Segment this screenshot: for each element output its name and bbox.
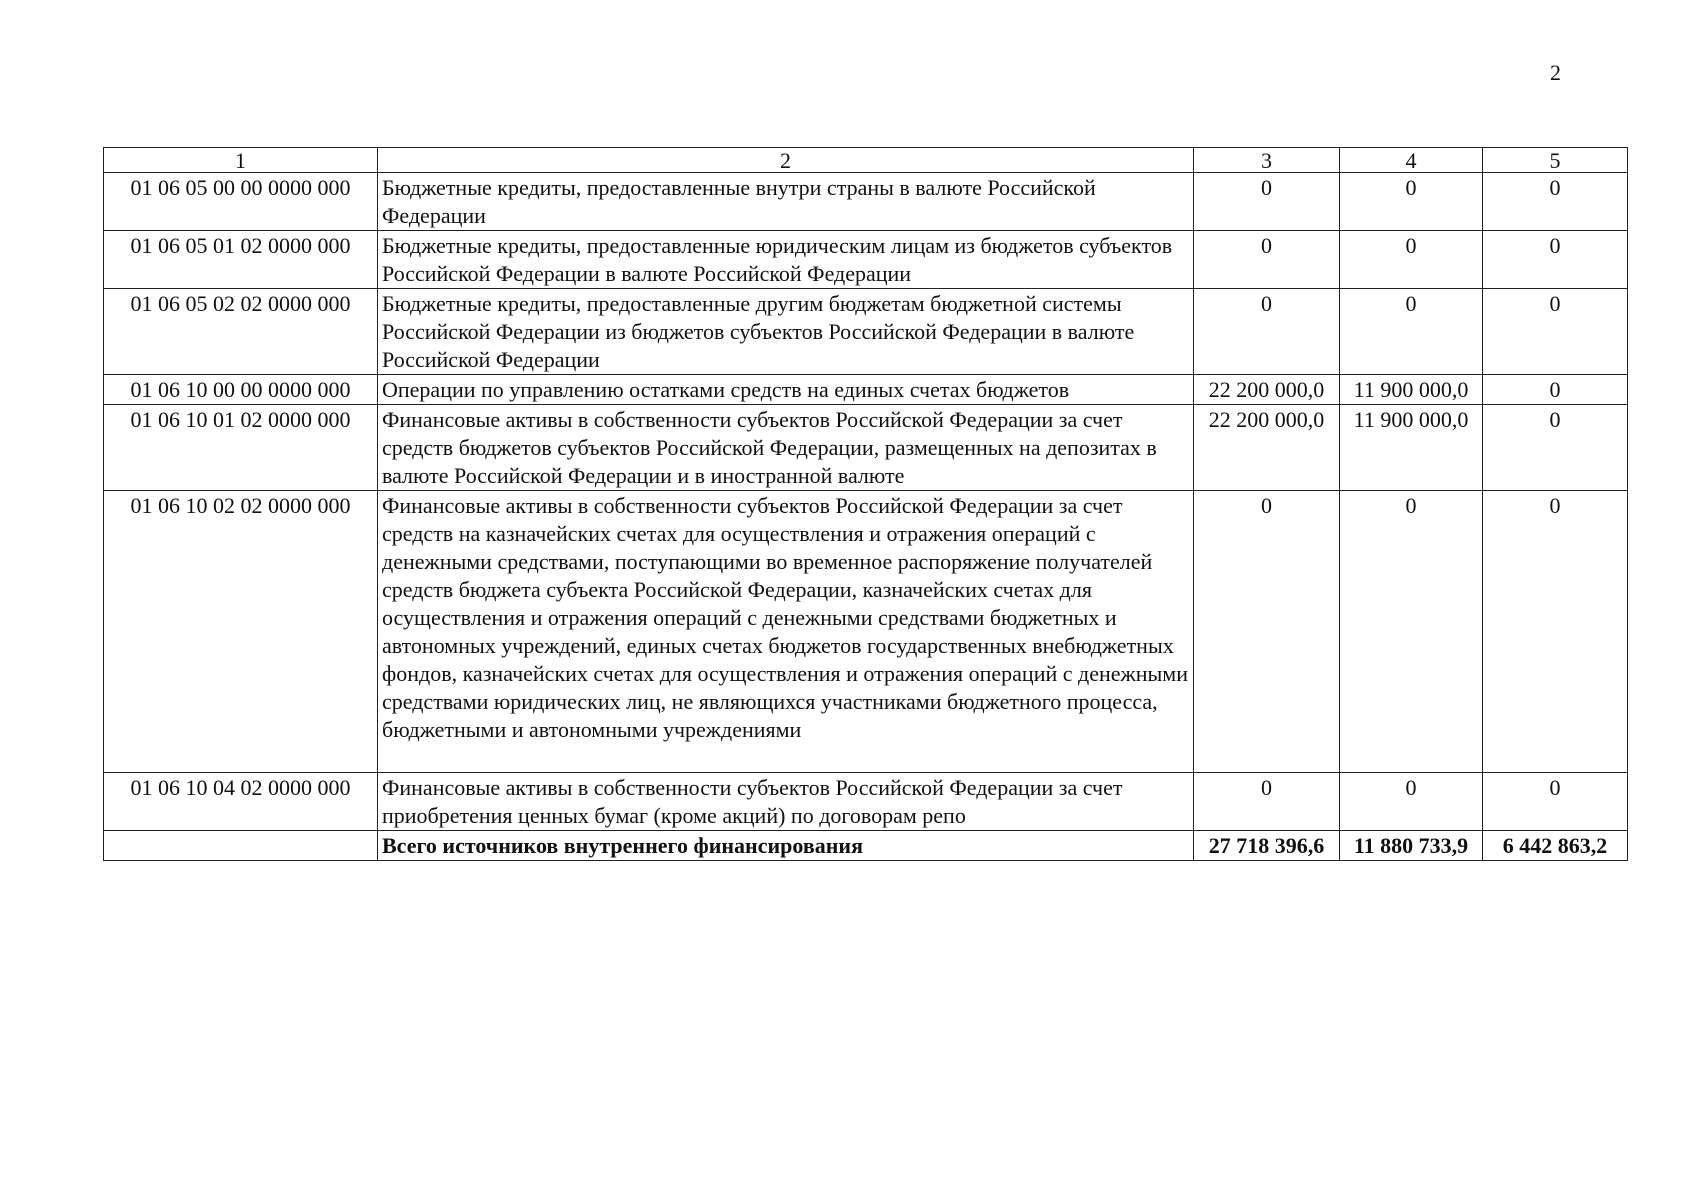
column-header-3: 3 — [1194, 148, 1340, 173]
row-code: 01 06 05 02 02 0000 000 — [104, 289, 378, 375]
total-row — [104, 831, 1628, 861]
total-code — [104, 831, 378, 861]
total-value-col5: 6 442 863,2 — [1483, 831, 1628, 861]
financing-sources-table — [103, 147, 1628, 861]
row-name: Финансовые активы в собственности субъектов Российской Федерации за счет приобретения ценных бумаг (кроме акций) по договорам репо — [378, 773, 1194, 831]
row-value-col5: 0 — [1483, 491, 1628, 773]
table-header-row — [104, 148, 1628, 173]
table-row — [104, 773, 1628, 831]
column-header-2: 2 — [378, 148, 1194, 173]
row-value-col5: 0 — [1483, 773, 1628, 831]
row-value-col4: 0 — [1340, 491, 1483, 773]
total-value-col4: 11 880 733,9 — [1340, 831, 1483, 861]
row-value-col5: 0 — [1483, 289, 1628, 375]
row-value-col3: 0 — [1194, 491, 1340, 773]
row-value-col4: 0 — [1340, 173, 1483, 231]
row-value-col3: 0 — [1194, 773, 1340, 831]
row-name: Финансовые активы в собственности субъектов Российской Федерации за счет средств на казначейских счетах для осуществления и отражения операций с денежными средствами, поступающими во временное распоряжение получателей средств бюджета субъекта Российской Федерации, казначейских счетах для осуществления и отражения операций с денежными средствами бюджетных и автономных учреждений, единых счетах бюджетов государственных внебюджетных фондов, казначейских счетах для осуществления и отражения операций с денежными средствами юридических лиц, не являющихся участниками бюджетного процесса, бюджетными и автономными учреждениями — [378, 491, 1194, 773]
row-code: 01 06 05 00 00 0000 000 — [104, 173, 378, 231]
column-header-1: 1 — [104, 148, 378, 173]
row-value-col4: 0 — [1340, 231, 1483, 289]
row-value-col4: 0 — [1340, 289, 1483, 375]
row-value-col3: 0 — [1194, 173, 1340, 231]
column-header-4: 4 — [1340, 148, 1483, 173]
row-value-col5: 0 — [1483, 231, 1628, 289]
table-row — [104, 231, 1628, 289]
row-value-col5: 0 — [1483, 375, 1628, 405]
row-value-col5: 0 — [1483, 173, 1628, 231]
table-row — [104, 405, 1628, 491]
table-row — [104, 289, 1628, 375]
row-value-col4: 11 900 000,0 — [1340, 405, 1483, 491]
total-label: Всего источников внутреннего финансирования — [378, 831, 1194, 861]
row-value-col4: 11 900 000,0 — [1340, 375, 1483, 405]
row-name: Бюджетные кредиты, предоставленные другим бюджетам бюджетной системы Российской Федерации из бюджетов субъектов Российской Федерации в валюте Российской Федерации — [378, 289, 1194, 375]
row-code: 01 06 10 01 02 0000 000 — [104, 405, 378, 491]
row-code: 01 06 10 00 00 0000 000 — [104, 375, 378, 405]
row-value-col4: 0 — [1340, 773, 1483, 831]
table-row — [104, 491, 1628, 773]
row-name: Финансовые активы в собственности субъектов Российской Федерации за счет средств бюджетов субъектов Российской Федерации, размещенных на депозитах в валюте Российской Федерации и в иностранной валюте — [378, 405, 1194, 491]
page-number: 2 — [1550, 60, 1561, 85]
column-header-5: 5 — [1483, 148, 1628, 173]
row-code: 01 06 05 01 02 0000 000 — [104, 231, 378, 289]
row-name: Бюджетные кредиты, предоставленные внутри страны в валюте Российской Федерации — [378, 173, 1194, 231]
row-value-col3: 22 200 000,0 — [1194, 405, 1340, 491]
row-value-col3: 0 — [1194, 289, 1340, 375]
row-name: Операции по управлению остатками средств на единых счетах бюджетов — [378, 375, 1194, 405]
row-value-col5: 0 — [1483, 405, 1628, 491]
table-row — [104, 173, 1628, 231]
row-name: Бюджетные кредиты, предоставленные юридическим лицам из бюджетов субъектов Российской Федерации в валюте Российской Федерации — [378, 231, 1194, 289]
row-value-col3: 0 — [1194, 231, 1340, 289]
table-row — [104, 375, 1628, 405]
row-code: 01 06 10 02 02 0000 000 — [104, 491, 378, 773]
row-value-col3: 22 200 000,0 — [1194, 375, 1340, 405]
total-value-col3: 27 718 396,6 — [1194, 831, 1340, 861]
row-code: 01 06 10 04 02 0000 000 — [104, 773, 378, 831]
